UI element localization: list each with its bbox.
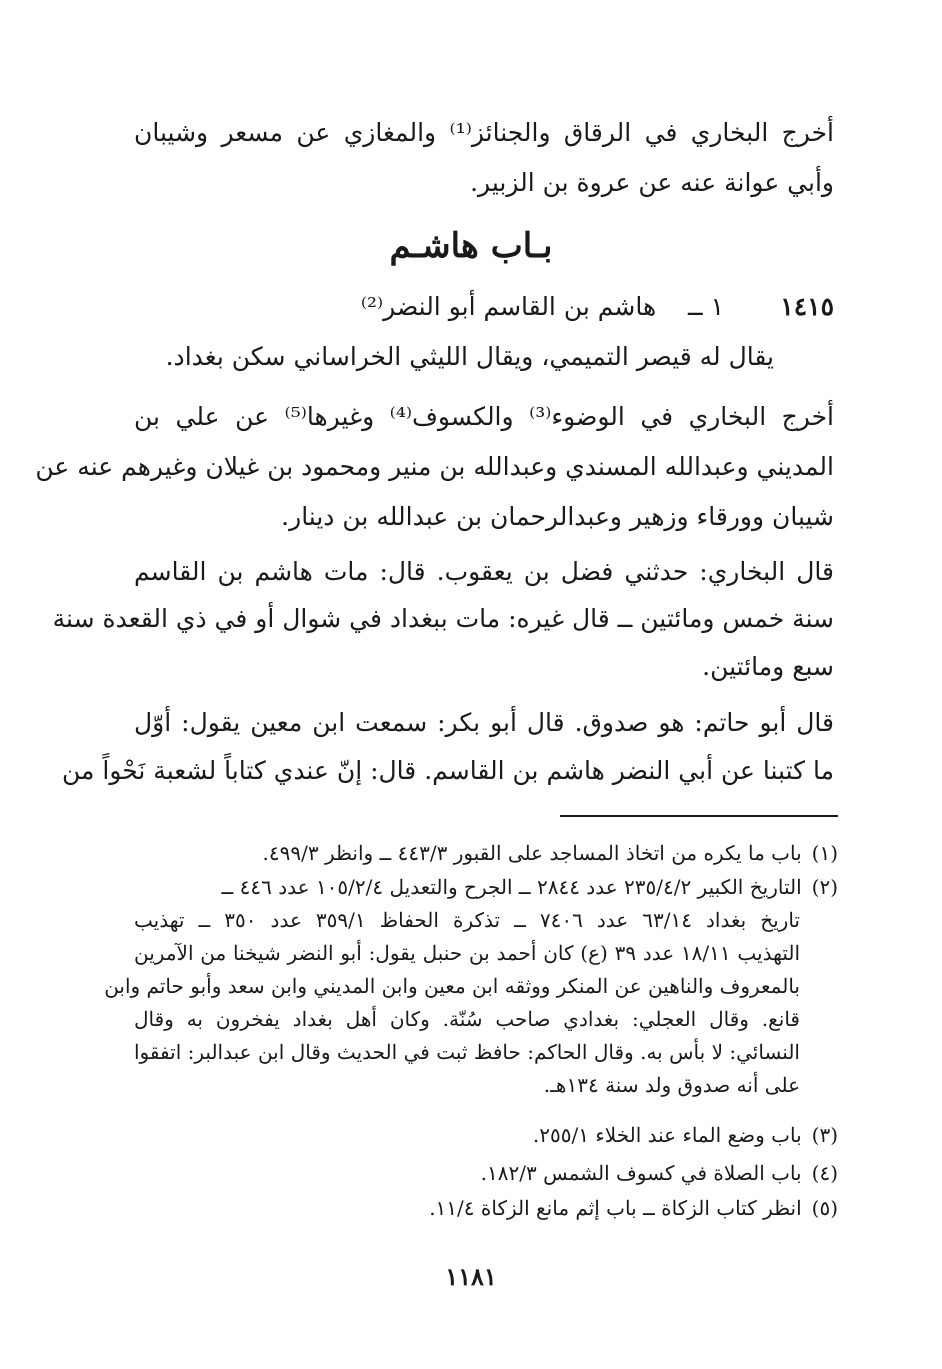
footnote-number: (٥)	[811, 1196, 838, 1220]
footnote-text: باب وضع الماء عند الخلاء ٢٥٥/١.	[532, 1123, 802, 1147]
chapter-title: بـاب هاشـم	[389, 226, 553, 266]
footnote	[134, 840, 838, 867]
footnote-number: (٣)	[811, 1123, 838, 1147]
footnote-text: النسائي: لا بأس به. وقال الحاكم: حافظ ثبت في الحديث وقال ابن عبدالبر: اتفقوا	[134, 1040, 800, 1064]
paragraph-line: سبع ومائتين.	[702, 652, 834, 681]
footnote-number: (٤)	[811, 1161, 838, 1185]
paragraph-line: قال أبو حاتم: هو صدوق. قال أبو بكر: سمعت ابن معين يقول: أوّل	[134, 708, 834, 737]
entry-nisba: يقال له قيصر التميمي، ويقال الليثي الخراساني سكن بغداد.	[165, 342, 774, 371]
footnote-text: التهذيب ١٨/١١ عدد ٣٩ (ع) كان أحمد بن حنبل يقول: أبو النضر شيخنا من الآمرين	[134, 941, 801, 965]
footnote-text: على أنه صدوق ولد سنة ١٣٤هـ.	[543, 1073, 800, 1097]
entry-heading	[361, 292, 724, 322]
footnote-number: (٢)	[811, 875, 838, 899]
footnote	[134, 874, 838, 901]
footnote-text: التاريخ الكبير ٢٣٥/٤/٢ عدد ٢٨٤٤ ــ الجرح والتعديل ١٠٥/٢/٤ عدد ٤٤٦ ــ	[221, 875, 802, 899]
paragraph-line: أخرج البخاري في الوضوء⁽³⁾ والكسوف⁽⁴⁾ وغيرها⁽⁵⁾ عن علي بن	[134, 402, 835, 431]
entry-global-number: ١٤١٥	[780, 292, 834, 321]
footnote-text: بالمعروف والناهين عن المنكر ووثقه ابن معين وابن المديني وابن سعد وأبو حاتم وابن	[104, 974, 800, 998]
footnote-number: (١)	[811, 841, 838, 865]
footnote-text: تاريخ بغداد ٦٣/١٤ عدد ٧٤٠٦ ــ تذكرة الحفاظ ٣٥٩/١ عدد ٣٥٠ ــ تهذيب	[134, 908, 800, 932]
footnote	[134, 1122, 838, 1149]
footnote-text: قانع. وقال العجلي: بغدادي صاحب سُنّة. وكان أهل بغداد يفخرون به وقال	[134, 1007, 800, 1031]
paragraph-line: قال البخاري: حدثني فضل بن يعقوب. قال: مات هاشم بن القاسم	[134, 557, 834, 586]
footnote	[134, 1160, 838, 1187]
footnote	[134, 1195, 838, 1222]
paragraph-line: ما كتبنا عن أبي النضر هاشم بن القاسم. قال: إنّ عندي كتاباً لشعبة نَحْواً من	[62, 756, 834, 785]
paragraph-line: المديني وعبدالله المسندي وعبدالله بن منير ومحمود بن غيلان وغيرهم عنه عن	[35, 452, 834, 481]
footnote-text: انظر كتاب الزكاة ــ باب إثم مانع الزكاة ١١/٤.	[429, 1196, 802, 1220]
footnote-text: باب الصلاة في كسوف الشمس ١٨٢/٣.	[480, 1161, 802, 1185]
intro-line: أخرج البخاري في الرقاق والجنائز⁽¹⁾ والمغازي عن مسعر وشيبان	[134, 118, 835, 147]
footnote-separator	[560, 815, 838, 817]
page-number: ١١٨١	[445, 1262, 497, 1291]
intro-line: وأبي عوانة عنه عن عروة بن الزبير.	[470, 168, 834, 197]
footnote-text: باب ما يكره من اتخاذ المساجد على القبور ٤٤٣/٣ ــ وانظر ٤٩٩/٣.	[262, 841, 802, 865]
entry-local-number: ١ ــ	[687, 292, 724, 321]
paragraph-line: سنة خمس ومائتين ــ قال غيره: مات ببغداد في شوال أو في ذي القعدة سنة	[52, 604, 834, 633]
entry-name: هاشم بن القاسم أبو النضر⁽²⁾	[360, 292, 657, 321]
paragraph-line: شيبان وورقاء وزهير وعبدالرحمان بن عبدالله بن دينار.	[281, 502, 834, 531]
